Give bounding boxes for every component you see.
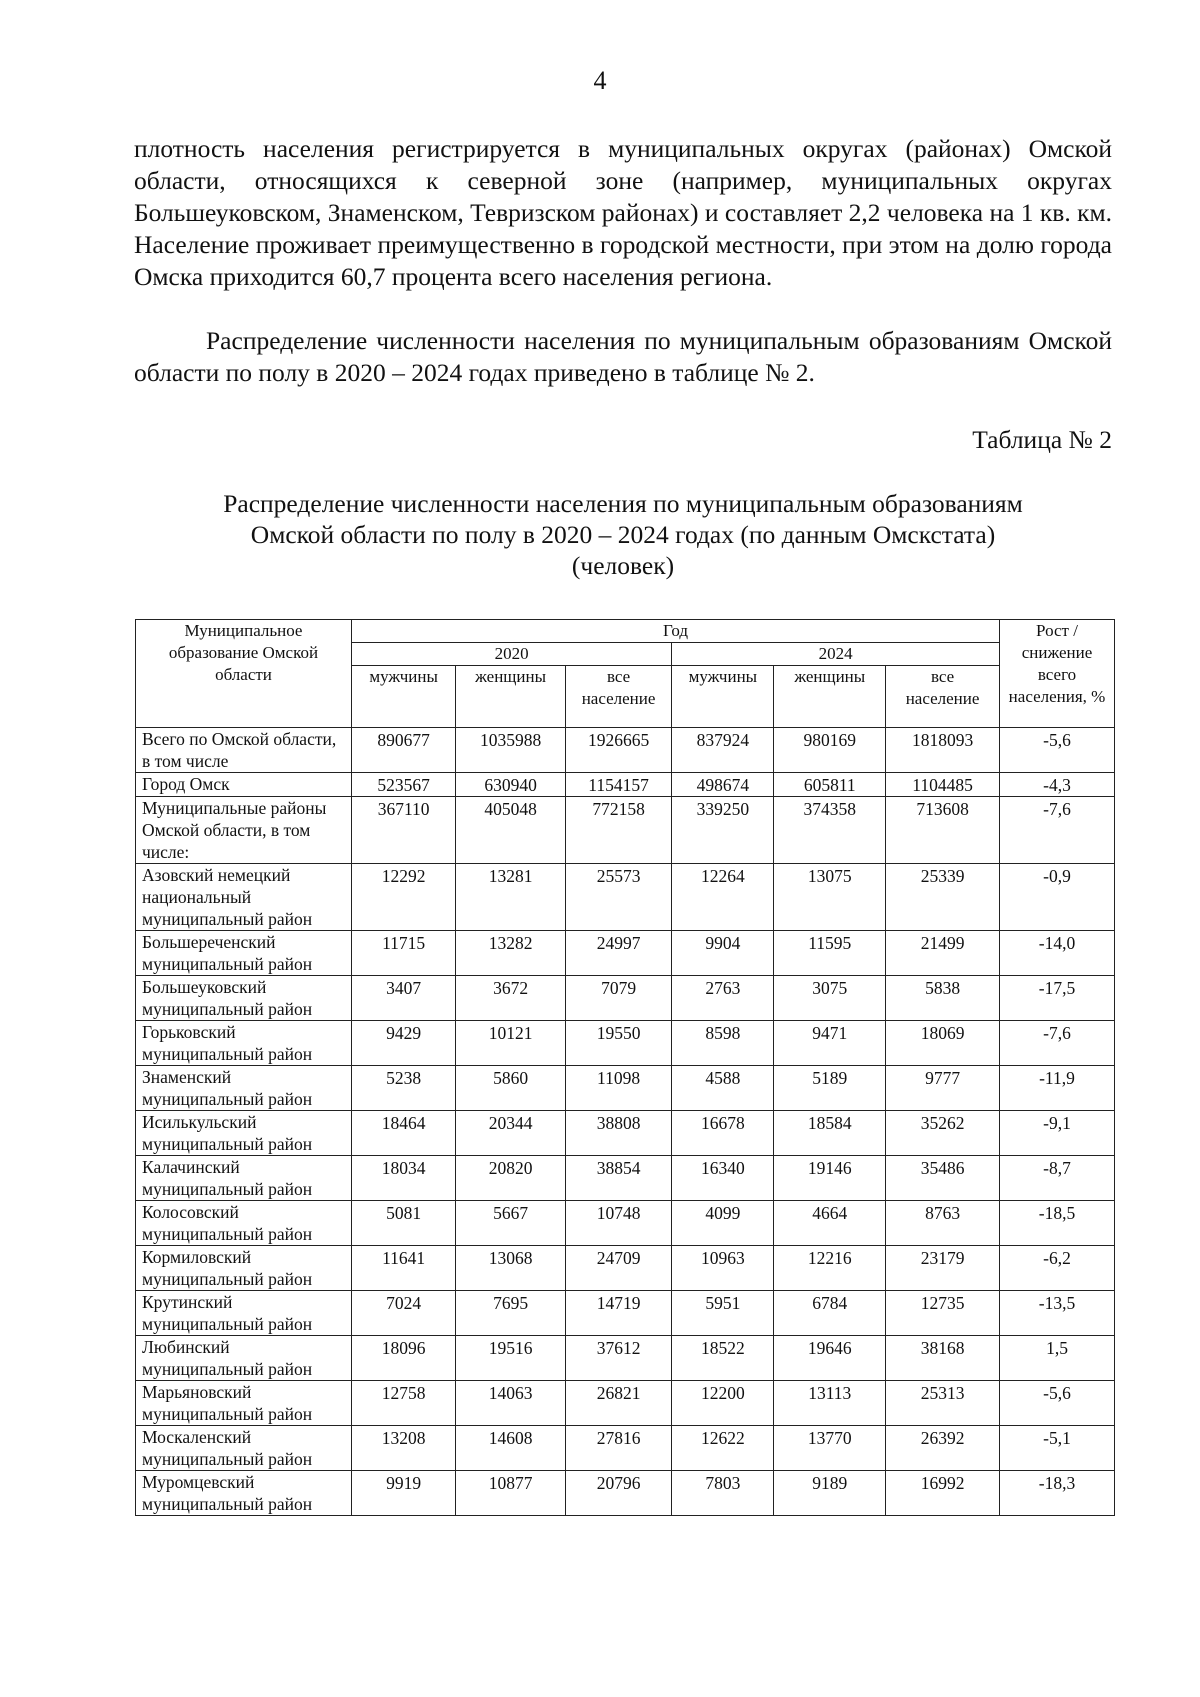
cell-men-2024: 2763 [672, 976, 774, 1021]
cell-women-2024: 6784 [774, 1291, 886, 1336]
cell-women-2024: 13075 [774, 864, 886, 931]
cell-men-2024: 12622 [672, 1426, 774, 1471]
cell-change: -17,5 [1000, 976, 1115, 1021]
cell-men-2024: 837924 [672, 728, 774, 773]
cell-change: -18,5 [1000, 1201, 1115, 1246]
cell-municipality: Крутинский муниципальный район [136, 1291, 352, 1336]
cell-men-2024: 7803 [672, 1471, 774, 1516]
cell-total-2020: 38808 [565, 1111, 671, 1156]
cell-women-2024: 18584 [774, 1111, 886, 1156]
cell-women-2020: 10121 [456, 1021, 566, 1066]
cell-change: -0,9 [1000, 864, 1115, 931]
cell-men-2020: 9919 [352, 1471, 456, 1516]
cell-total-2024: 16992 [886, 1471, 1000, 1516]
header-total-2020: все население [565, 666, 671, 728]
header-total-2024: все население [886, 666, 1000, 728]
cell-change: -7,6 [1000, 797, 1115, 864]
cell-women-2024: 9471 [774, 1021, 886, 1066]
cell-men-2020: 12758 [352, 1381, 456, 1426]
cell-men-2020: 11715 [352, 931, 456, 976]
table-row [136, 773, 1115, 797]
cell-women-2020: 3672 [456, 976, 566, 1021]
cell-women-2020: 19516 [456, 1336, 566, 1381]
cell-total-2020: 14719 [565, 1291, 671, 1336]
caption-line-3: (человек) [571, 551, 675, 580]
cell-change: -5,1 [1000, 1426, 1115, 1471]
table-row [136, 1156, 1115, 1201]
cell-men-2024: 16340 [672, 1156, 774, 1201]
cell-municipality: Большеуковский муниципальный район [136, 976, 352, 1021]
cell-men-2024: 16678 [672, 1111, 774, 1156]
table-label: Таблица № 2 [972, 425, 1112, 454]
cell-men-2024: 4099 [672, 1201, 774, 1246]
cell-total-2020: 7079 [565, 976, 671, 1021]
cell-women-2020: 13282 [456, 931, 566, 976]
cell-women-2024: 5189 [774, 1066, 886, 1111]
cell-municipality: Калачинский муниципальный район [136, 1156, 352, 1201]
caption-line-2: Омской области по полу в 2020 – 2024 годах (по данным Омскстата) [250, 520, 996, 549]
page-number: 4 [593, 66, 607, 95]
cell-women-2020: 7695 [456, 1291, 566, 1336]
cell-change: 1,5 [1000, 1336, 1115, 1381]
cell-men-2024: 18522 [672, 1336, 774, 1381]
cell-men-2020: 5238 [352, 1066, 456, 1111]
cell-men-2020: 11641 [352, 1246, 456, 1291]
cell-women-2020: 20820 [456, 1156, 566, 1201]
header-women-2020: женщины [456, 666, 566, 728]
cell-change: -11,9 [1000, 1066, 1115, 1111]
cell-women-2020: 14608 [456, 1426, 566, 1471]
header-year-2024: 2024 [672, 643, 1000, 666]
cell-total-2020: 1154157 [565, 773, 671, 797]
cell-men-2020: 12292 [352, 864, 456, 931]
cell-women-2024: 9189 [774, 1471, 886, 1516]
table-row [136, 976, 1115, 1021]
cell-total-2024: 12735 [886, 1291, 1000, 1336]
cell-women-2020: 630940 [456, 773, 566, 797]
cell-men-2020: 367110 [352, 797, 456, 864]
header-year-group: Год [352, 620, 1000, 643]
table-row [136, 1336, 1115, 1381]
cell-total-2020: 1926665 [565, 728, 671, 773]
cell-municipality: Любинский муниципальный район [136, 1336, 352, 1381]
cell-municipality: Марьяновский муниципальный район [136, 1381, 352, 1426]
cell-men-2024: 9904 [672, 931, 774, 976]
caption-line-1: Распределение численности населения по муниципальным образованиям [223, 489, 1023, 518]
cell-change: -7,6 [1000, 1021, 1115, 1066]
cell-women-2020: 10877 [456, 1471, 566, 1516]
cell-women-2024: 13113 [774, 1381, 886, 1426]
cell-women-2024: 19146 [774, 1156, 886, 1201]
header-women-2024: женщины [774, 666, 886, 728]
cell-women-2024: 980169 [774, 728, 886, 773]
cell-men-2020: 9429 [352, 1021, 456, 1066]
cell-municipality: Колосовский муниципальный район [136, 1201, 352, 1246]
cell-women-2024: 11595 [774, 931, 886, 976]
cell-men-2024: 12200 [672, 1381, 774, 1426]
cell-men-2020: 890677 [352, 728, 456, 773]
cell-total-2024: 18069 [886, 1021, 1000, 1066]
cell-women-2024: 3075 [774, 976, 886, 1021]
table-row [136, 1291, 1115, 1336]
cell-men-2020: 13208 [352, 1426, 456, 1471]
cell-change: -18,3 [1000, 1471, 1115, 1516]
cell-change: -5,6 [1000, 728, 1115, 773]
cell-women-2024: 374358 [774, 797, 886, 864]
cell-men-2024: 10963 [672, 1246, 774, 1291]
cell-change: -5,6 [1000, 1381, 1115, 1426]
cell-women-2024: 12216 [774, 1246, 886, 1291]
header-men-2024: мужчины [672, 666, 774, 728]
cell-men-2020: 18464 [352, 1111, 456, 1156]
table-row [136, 1426, 1115, 1471]
cell-total-2020: 26821 [565, 1381, 671, 1426]
cell-municipality: Москаленский муниципальный район [136, 1426, 352, 1471]
table-row [136, 864, 1115, 931]
table-row [136, 797, 1115, 864]
cell-change: -13,5 [1000, 1291, 1115, 1336]
cell-change: -4,3 [1000, 773, 1115, 797]
cell-men-2024: 339250 [672, 797, 774, 864]
cell-municipality: Исилькульский муниципальный район [136, 1111, 352, 1156]
table-row [136, 728, 1115, 773]
cell-women-2020: 1035988 [456, 728, 566, 773]
cell-men-2024: 12264 [672, 864, 774, 931]
cell-total-2020: 10748 [565, 1201, 671, 1246]
cell-men-2024: 8598 [672, 1021, 774, 1066]
cell-total-2020: 27816 [565, 1426, 671, 1471]
cell-total-2020: 24709 [565, 1246, 671, 1291]
paragraph-table-intro: Распределение численности населения по муниципальным образованиям Омской области по полу в 2020 – 2024 годах приведено в таблице № 2. [134, 326, 1112, 387]
cell-total-2020: 11098 [565, 1066, 671, 1111]
cell-municipality: Всего по Омской области, в том числе [136, 728, 352, 773]
table-row [136, 1471, 1115, 1516]
cell-women-2020: 13068 [456, 1246, 566, 1291]
header-year-2020: 2020 [352, 643, 672, 666]
cell-women-2020: 13281 [456, 864, 566, 931]
cell-women-2020: 5667 [456, 1201, 566, 1246]
cell-men-2020: 523567 [352, 773, 456, 797]
cell-women-2024: 13770 [774, 1426, 886, 1471]
cell-total-2024: 38168 [886, 1336, 1000, 1381]
cell-women-2024: 19646 [774, 1336, 886, 1381]
cell-municipality: Город Омск [136, 773, 352, 797]
cell-change: -9,1 [1000, 1111, 1115, 1156]
cell-total-2020: 37612 [565, 1336, 671, 1381]
cell-total-2024: 21499 [886, 931, 1000, 976]
table-row [136, 1066, 1115, 1111]
cell-change: -8,7 [1000, 1156, 1115, 1201]
cell-municipality: Кормиловский муниципальный район [136, 1246, 352, 1291]
cell-total-2020: 772158 [565, 797, 671, 864]
cell-women-2024: 605811 [774, 773, 886, 797]
cell-total-2024: 25339 [886, 864, 1000, 931]
cell-municipality: Большереченский муниципальный район [136, 931, 352, 976]
cell-municipality: Муромцевский муниципальный район [136, 1471, 352, 1516]
cell-women-2020: 5860 [456, 1066, 566, 1111]
cell-men-2024: 4588 [672, 1066, 774, 1111]
cell-change: -14,0 [1000, 931, 1115, 976]
table-row [136, 931, 1115, 976]
cell-municipality: Муниципальные районы Омской области, в том числе: [136, 797, 352, 864]
cell-change: -6,2 [1000, 1246, 1115, 1291]
cell-total-2024: 9777 [886, 1066, 1000, 1111]
table-row [136, 1246, 1115, 1291]
table-row [136, 1111, 1115, 1156]
table-row [136, 1381, 1115, 1426]
cell-men-2020: 3407 [352, 976, 456, 1021]
cell-total-2020: 20796 [565, 1471, 671, 1516]
cell-women-2020: 14063 [456, 1381, 566, 1426]
cell-total-2020: 38854 [565, 1156, 671, 1201]
cell-men-2024: 5951 [672, 1291, 774, 1336]
cell-women-2020: 20344 [456, 1111, 566, 1156]
header-men-2020: мужчины [352, 666, 456, 728]
cell-total-2020: 19550 [565, 1021, 671, 1066]
cell-total-2024: 713608 [886, 797, 1000, 864]
header-change: Рост / снижение всего населения, % [1000, 620, 1115, 728]
paragraph-density: плотность населения регистрируется в муниципальных округах (районах) Омской области, относящихся к северной зоне (например, муниципальных округах Большеуковском, Знаменском, Тевризском районах) и составляет 2,2 человека на 1 кв. км. Население проживает преимущественно в городской местности, при этом на долю города Омска приходится 60,7 процента всего населения региона. [134, 134, 1112, 291]
table-row [136, 1021, 1115, 1066]
table-row [136, 1201, 1115, 1246]
cell-women-2024: 4664 [774, 1201, 886, 1246]
cell-total-2024: 35262 [886, 1111, 1000, 1156]
table-body [136, 728, 1115, 1516]
cell-total-2024: 26392 [886, 1426, 1000, 1471]
cell-total-2024: 1104485 [886, 773, 1000, 797]
cell-municipality: Знаменский муниципальный район [136, 1066, 352, 1111]
cell-men-2020: 18096 [352, 1336, 456, 1381]
header-municipality: Муниципальное образование Омской области [136, 620, 352, 728]
cell-total-2024: 35486 [886, 1156, 1000, 1201]
cell-men-2020: 7024 [352, 1291, 456, 1336]
cell-total-2024: 23179 [886, 1246, 1000, 1291]
cell-municipality: Азовский немецкий национальный муниципальный район [136, 864, 352, 931]
cell-total-2024: 5838 [886, 976, 1000, 1021]
cell-municipality: Горьковский муниципальный район [136, 1021, 352, 1066]
cell-men-2024: 498674 [672, 773, 774, 797]
cell-men-2020: 18034 [352, 1156, 456, 1201]
cell-men-2020: 5081 [352, 1201, 456, 1246]
cell-total-2024: 1818093 [886, 728, 1000, 773]
cell-total-2024: 25313 [886, 1381, 1000, 1426]
cell-total-2024: 8763 [886, 1201, 1000, 1246]
cell-total-2020: 24997 [565, 931, 671, 976]
cell-total-2020: 25573 [565, 864, 671, 931]
table-caption [134, 488, 1112, 581]
cell-women-2020: 405048 [456, 797, 566, 864]
population-table [135, 619, 1115, 1516]
